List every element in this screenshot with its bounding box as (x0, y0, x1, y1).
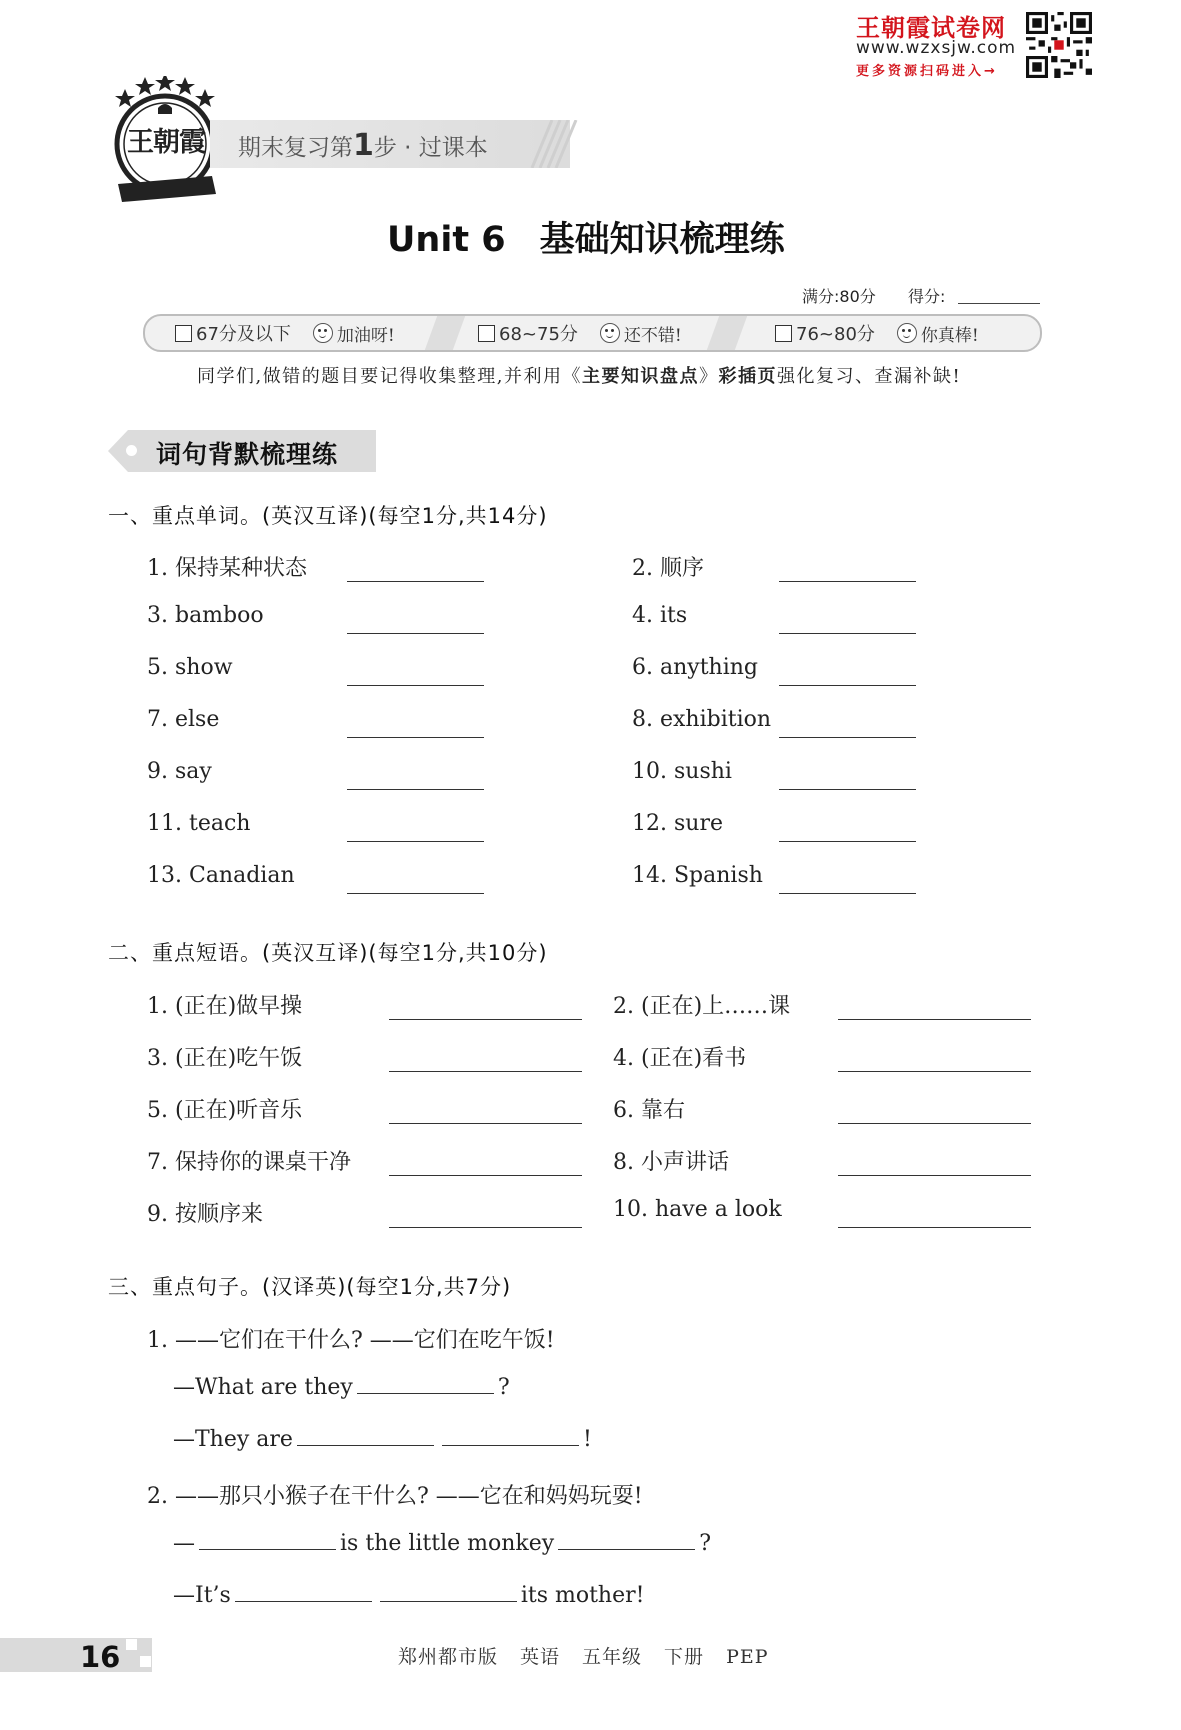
score-label: 得分: (908, 287, 946, 306)
bullet-icon (126, 445, 137, 456)
answer-blank[interactable] (347, 633, 484, 634)
phrase-item: 1. (正在)做早操 (147, 994, 303, 1019)
word-item: 8. exhibition (632, 707, 772, 732)
page-title: Unit 6 基础知识梳理练 (387, 220, 785, 260)
answer-blank[interactable] (838, 1071, 1031, 1072)
phrase-item: 2. (正在)上……课 (613, 994, 791, 1019)
grade-option-2[interactable]: 68~75分 还不错! (478, 316, 682, 350)
answer-blank[interactable] (779, 633, 916, 634)
banner-stripes-icon (520, 120, 582, 168)
phrase-item: 5. (正在)听音乐 (147, 1098, 303, 1123)
word-item: 12. sure (632, 811, 723, 836)
footer-info (398, 1642, 791, 1669)
smiley-face-icon (897, 323, 917, 343)
answer-blank[interactable] (235, 1601, 372, 1602)
brand-url[interactable]: www.wzxsjw.com (856, 38, 1017, 58)
answer-blank[interactable] (347, 581, 484, 582)
answer-blank[interactable] (347, 841, 484, 842)
banner-text: 期末复习第1步 · 过课本 (238, 128, 488, 163)
answer-blank[interactable] (380, 1601, 517, 1602)
word-item: 4. its (632, 603, 688, 628)
phrase-item: 7. 保持你的课桌干净 (147, 1150, 351, 1175)
answer-blank[interactable] (779, 737, 916, 738)
answer-blank[interactable] (347, 789, 484, 790)
sentence-answer: —It’s its mother! (173, 1583, 645, 1608)
logo-text: 王朝霞 (127, 127, 205, 158)
phrase-item: 3. (正在)吃午饭 (147, 1046, 303, 1071)
full-score: 满分:80分 (802, 287, 876, 306)
brand-logo (104, 76, 226, 206)
answer-blank[interactable] (779, 685, 916, 686)
footer-press: PEP (726, 1646, 769, 1668)
word-item: 9. say (147, 759, 212, 784)
part3-heading: 三、重点句子。(汉译英)(每空1分,共7分) (108, 1275, 512, 1299)
answer-blank[interactable] (838, 1019, 1031, 1020)
word-item: 1. 保持某种状态 (147, 556, 307, 581)
phrase-item: 10. have a look (613, 1197, 782, 1222)
sentence-answer: — is the little monkey ? (173, 1531, 711, 1556)
part1-heading: 一、重点单词。(英汉互译)(每空1分,共14分) (108, 504, 548, 528)
smiley-face-icon (600, 323, 620, 343)
answer-blank[interactable] (838, 1175, 1031, 1176)
footer-square-icon (140, 1656, 151, 1667)
grade-option-1[interactable]: 67分及以下 加油呀! (175, 316, 395, 350)
part2-heading: 二、重点短语。(英汉互译)(每空1分,共10分) (108, 941, 548, 965)
answer-blank[interactable] (779, 893, 916, 894)
sentence-prompt: 1. ——它们在干什么? ——它们在吃午饭! (147, 1328, 555, 1353)
answer-blank[interactable] (389, 1019, 582, 1020)
word-item: 14. Spanish (632, 863, 763, 888)
phrase-item: 4. (正在)看书 (613, 1046, 747, 1071)
answer-blank[interactable] (838, 1123, 1031, 1124)
sentence-prompt: 2. ——那只小猴子在干什么? ——它在和妈妈玩耍! (147, 1484, 643, 1509)
score-field[interactable] (958, 303, 1040, 304)
answer-blank[interactable] (297, 1445, 434, 1446)
answer-blank[interactable] (357, 1393, 494, 1394)
footer-square-icon (126, 1639, 137, 1650)
footer-subject: 英语 (520, 1646, 561, 1668)
answer-blank[interactable] (838, 1227, 1031, 1228)
footer-grade: 五年级 (582, 1646, 643, 1668)
brand-name: 王朝霞试卷网 (856, 14, 1006, 42)
answer-blank[interactable] (779, 581, 916, 582)
footer-edition: 郑州都市版 (398, 1646, 499, 1668)
answer-blank[interactable] (558, 1549, 695, 1550)
checkbox[interactable] (775, 325, 792, 342)
sentence-answer: —They are ! (173, 1427, 592, 1452)
answer-blank[interactable] (389, 1071, 582, 1072)
phrase-item: 9. 按顺序来 (147, 1202, 263, 1227)
word-item: 2. 顺序 (632, 556, 704, 581)
section-tag-label: 词句背默梳理练 (156, 440, 339, 469)
word-item: 7. else (147, 707, 220, 732)
word-item: 5. show (147, 655, 233, 680)
word-item: 11. teach (147, 811, 251, 836)
checkbox[interactable] (478, 325, 495, 342)
answer-blank[interactable] (389, 1123, 582, 1124)
word-item: 6. anything (632, 655, 758, 680)
grade-bar (143, 314, 1042, 352)
word-item: 13. Canadian (147, 863, 295, 888)
phrase-item: 8. 小声讲话 (613, 1150, 729, 1175)
answer-blank[interactable] (779, 789, 916, 790)
checkbox[interactable] (175, 325, 192, 342)
page-number: 16 (80, 1640, 121, 1674)
answer-blank[interactable] (347, 685, 484, 686)
notice-text: 同学们,做错的题目要记得收集整理,并利用《主要知识盘点》彩插页强化复习、查漏补缺! (197, 366, 962, 387)
phrase-item: 6. 靠右 (613, 1098, 685, 1123)
smiley-face-icon (313, 323, 333, 343)
word-item: 3. bamboo (147, 603, 264, 628)
grade-option-3[interactable]: 76~80分 你真棒! (775, 316, 979, 350)
answer-blank[interactable] (199, 1549, 336, 1550)
answer-blank[interactable] (347, 893, 484, 894)
word-item: 10. sushi (632, 759, 732, 784)
qr-code-icon[interactable] (1026, 12, 1092, 78)
answer-blank[interactable] (442, 1445, 579, 1446)
footer-volume: 下册 (664, 1646, 705, 1668)
brand-scan-note: 更多资源扫码进入→ (856, 64, 998, 79)
answer-blank[interactable] (389, 1175, 582, 1176)
answer-blank[interactable] (347, 737, 484, 738)
answer-blank[interactable] (389, 1227, 582, 1228)
sentence-answer: —What are they ? (173, 1375, 510, 1400)
answer-blank[interactable] (779, 841, 916, 842)
